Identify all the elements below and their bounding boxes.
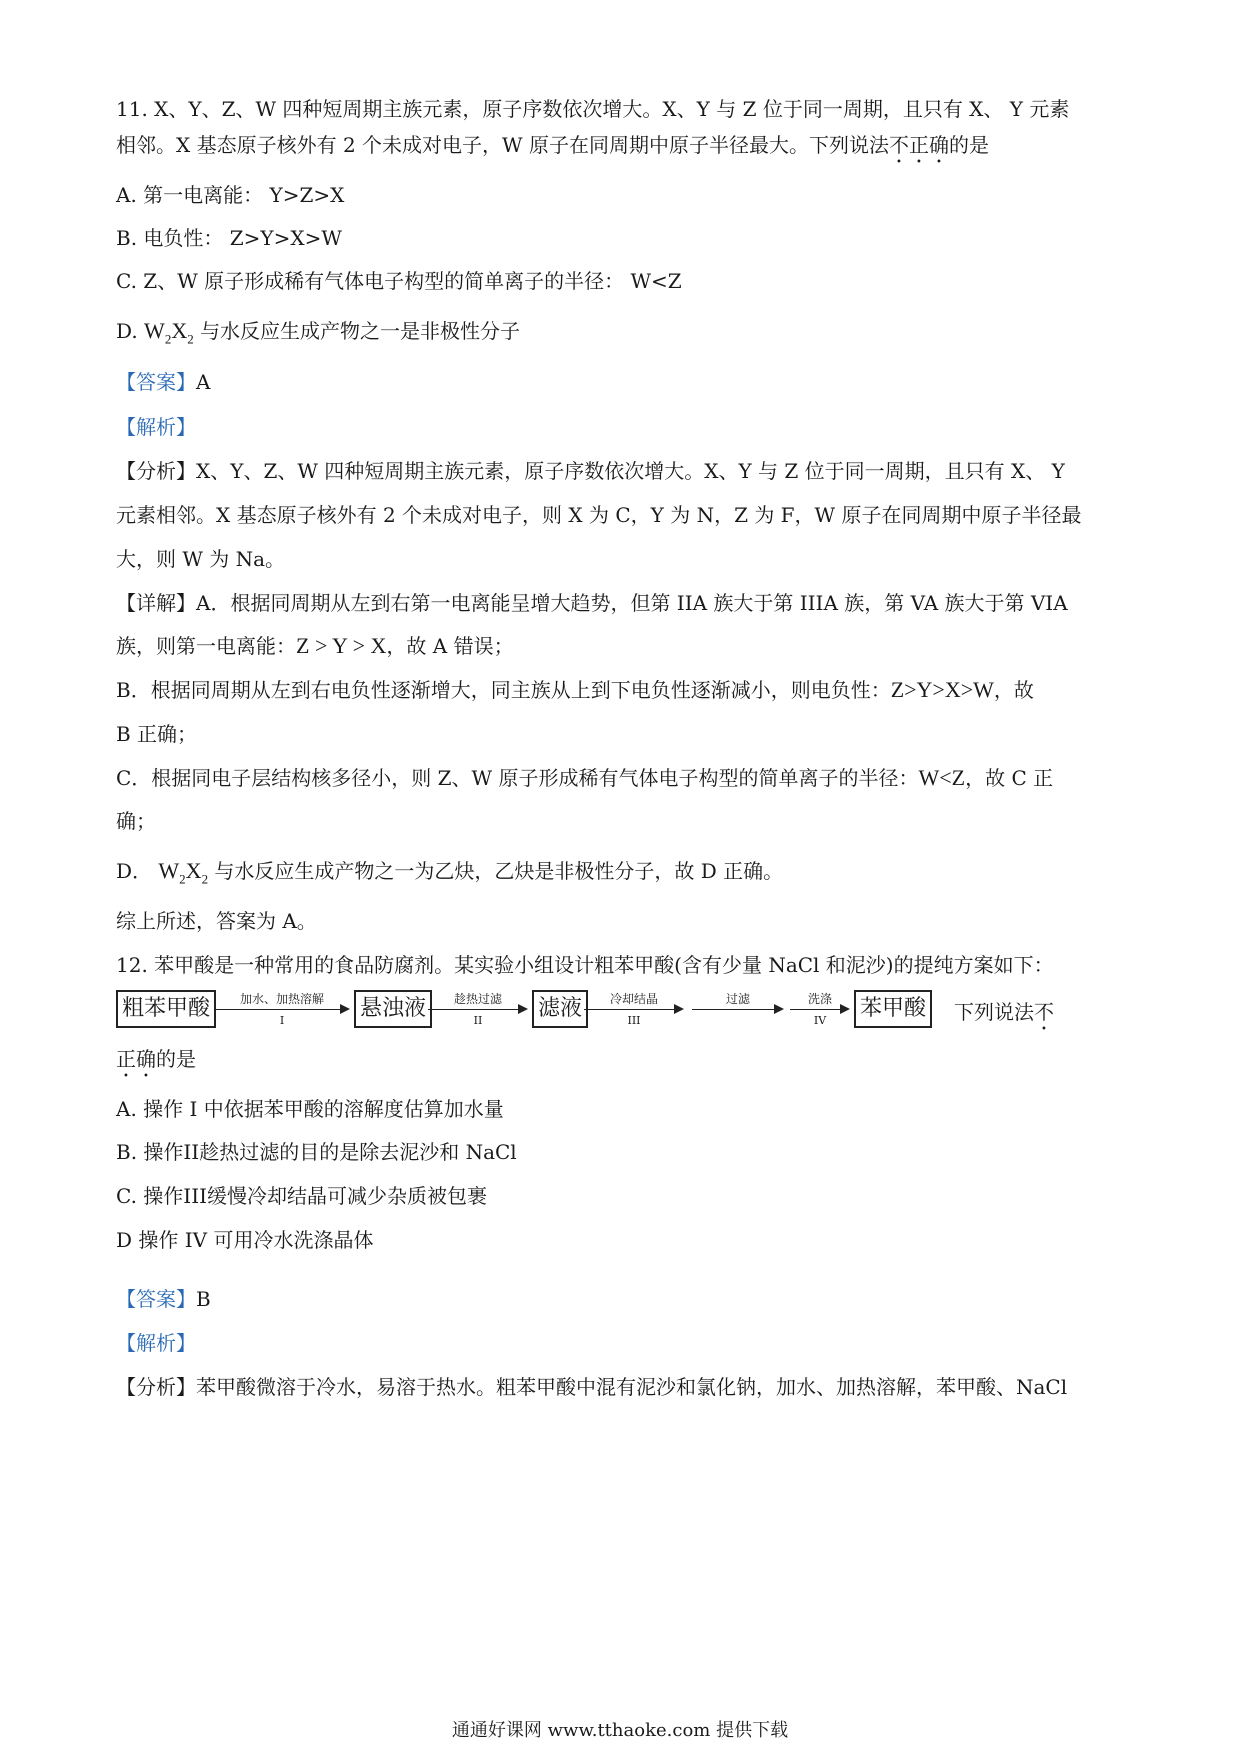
q11-detail-b-line1 xyxy=(116,675,1034,705)
flow-arrow-3-label: 冷却结晶 xyxy=(609,992,658,1006)
q12-option-b: B. 操作II趁热过滤的目的是除去泥沙和 NaCl xyxy=(116,1140,517,1164)
q12-stem-end: 的是 xyxy=(156,1047,196,1071)
flow-arrow-3-step: III xyxy=(627,1014,641,1027)
q11-answer-value: A xyxy=(196,370,211,394)
q11-stem-end: 的是 xyxy=(948,133,989,157)
arrow-shaft xyxy=(428,1009,520,1010)
q11-option-d-label: D. xyxy=(116,319,138,343)
q11-detail-c-math: W<Z xyxy=(918,765,966,790)
arrow-head-icon xyxy=(840,1004,850,1014)
flow-arrow-3 xyxy=(584,990,684,1030)
flow-arrow-5-label: 洗涤 xyxy=(807,992,832,1006)
formula-w2x2-detail xyxy=(158,858,209,887)
arrow-shaft xyxy=(214,1009,342,1010)
flow-arrow-2-label: 趁热过滤 xyxy=(453,992,502,1006)
q11-detail-a-math: Z > Y > X xyxy=(296,633,387,658)
flow-box-filtrate: 滤液 xyxy=(532,990,588,1028)
q11-fenxi-text1: X、Y、Z、W 四种短周期主族元素，原子序数依次增大。X、Y 与 Z 位于同一周期，且只有 X、 Y xyxy=(196,459,1065,483)
q12-emphasis-correct: 正确 xyxy=(116,1047,156,1071)
q12-stem-line1-tail xyxy=(954,996,1054,1035)
arrow-shaft xyxy=(790,1009,842,1010)
q11-option-c: C. Z、W 原子形成稀有气体电子构型的简单离子的半径： W<Z xyxy=(116,269,682,293)
q11-emphasis-not-correct: 不正确 xyxy=(888,133,949,157)
q11-detail-a-post: ，故 A 错误； xyxy=(386,634,514,658)
q11-conclusion: 综上所述，答案为 A。 xyxy=(116,909,317,933)
q11-detail-a-text1: A．根据同周期从左到右第一电离能呈增大趋势，但第 IIA 族大于第 IIIA 族，第 VA 族大于第 VIA xyxy=(196,591,1068,615)
formula-x: X xyxy=(171,318,188,343)
q11-detail-c-pre: C．根据同电子层结构核多径小，则 Z、W 原子形成稀有气体电子构型的简单离子的半径： xyxy=(116,766,919,790)
q12-fenxi-line1 xyxy=(116,1372,1067,1402)
purification-flowchart xyxy=(116,990,1126,1030)
q12-answer xyxy=(116,1284,211,1314)
arrow-shaft xyxy=(584,1009,676,1010)
q11-fenxi-line1 xyxy=(116,456,1065,486)
q11-answer xyxy=(116,367,210,397)
flow-box-crude: 粗苯甲酸 xyxy=(116,990,216,1028)
q11-detail-c-line2: 确； xyxy=(116,809,156,833)
q11-stem-line2 xyxy=(116,130,989,168)
flow-box-suspension: 悬浊液 xyxy=(354,990,432,1028)
arrow-head-icon xyxy=(774,1004,784,1014)
q12-option-c: C. 操作III缓慢冷却结晶可减少杂质被包裹 xyxy=(116,1184,488,1208)
q11-detail-d xyxy=(116,856,783,894)
formula-x-sub: 2 xyxy=(187,331,194,347)
detail-tag: 【详解】 xyxy=(116,591,196,615)
formula-x-sub: 2 xyxy=(201,871,209,887)
q11-detail-b-line2: B 正确； xyxy=(116,722,198,746)
q11-detail-d-label: D． xyxy=(116,859,153,883)
formula-w: W xyxy=(144,318,165,343)
analysis-tag: 【解析】 xyxy=(116,415,196,439)
formula-x: X xyxy=(185,858,202,883)
q12-emphasis-not: 不 xyxy=(1034,1000,1054,1024)
q11-detail-a-line1 xyxy=(116,588,1068,618)
fenxi-tag: 【分析】 xyxy=(116,459,196,483)
fenxi-tag: 【分析】 xyxy=(116,1375,196,1399)
q12-fenxi-text1: 苯甲酸微溶于冷水，易溶于热水。粗苯甲酸中混有泥沙和氯化钠，加水、加热溶解，苯甲酸、NaCl xyxy=(196,1375,1068,1399)
q11-detail-a-line2 xyxy=(116,631,514,661)
arrow-shaft xyxy=(692,1009,776,1010)
arrow-head-icon xyxy=(340,1004,350,1014)
q11-detail-b-math: Z>Y>X>W xyxy=(890,677,994,702)
q11-detail-a-pre: 族，则第一电离能： xyxy=(116,634,296,658)
q11-option-d-text: 与水反应生成产物之一是非极性分子 xyxy=(200,319,521,343)
arrow-head-icon xyxy=(674,1004,684,1014)
q12-option-a: A. 操作 I 中依据苯甲酸的溶解度估算加水量 xyxy=(116,1097,504,1121)
flow-arrow-4-label: 过滤 xyxy=(725,992,750,1006)
q12-option-d: D 操作 IV 可用冷水洗涤晶体 xyxy=(116,1228,374,1252)
q11-detail-c-post: ，故 C 正 xyxy=(965,766,1054,790)
flow-arrow-1-step: I xyxy=(279,1014,285,1027)
q12-stem-line2 xyxy=(116,1044,196,1082)
q12-after-text: 下列说法 xyxy=(954,1000,1034,1024)
flow-arrow-2-step: II xyxy=(473,1014,483,1027)
formula-w-sub: 2 xyxy=(164,331,172,347)
q11-detail-b-post: ，故 xyxy=(993,678,1034,702)
answer-tag: 【答案】 xyxy=(116,370,196,394)
q11-stem-line1: 11. X、Y、Z、W 四种短周期主族元素，原子序数依次增大。X、Y 与 Z 位于同一周期，且只有 X、 Y 元素 xyxy=(116,97,1070,121)
q12-answer-value: B xyxy=(196,1287,211,1311)
flow-arrow-5-step: IV xyxy=(813,1014,827,1027)
formula-w2x2 xyxy=(144,318,194,347)
q11-detail-d-text: 与水反应生成产物之一为乙炔，乙炔是非极性分子，故 D 正确。 xyxy=(214,859,784,883)
q11-analysis-heading xyxy=(116,412,196,442)
q11-fenxi-line3: 大，则 W 为 Na。 xyxy=(116,547,286,571)
q11-option-d xyxy=(116,316,520,354)
q11-stem-text: 相邻。X 基态原子核外有 2 个未成对电子，W 原子在同周期中原子半径最大。下列说法 xyxy=(116,133,889,157)
flow-arrow-2 xyxy=(428,990,528,1030)
flow-arrow-1 xyxy=(214,990,350,1030)
flow-box-benzoic-acid: 苯甲酸 xyxy=(854,990,932,1028)
q11-detail-b-pre: B．根据同周期从左到右电负性逐渐增大，同主族从上到下电负性逐渐减小，则电负性： xyxy=(116,678,891,702)
q11-option-a: A. 第一电离能： Y>Z>X xyxy=(116,183,345,207)
q12-analysis-heading xyxy=(116,1328,196,1358)
q11-detail-c-line1 xyxy=(116,763,1053,793)
q11-fenxi-line2: 元素相邻。X 基态原子核外有 2 个未成对电子，则 X 为 C，Y 为 N，Z 为 F，W 原子在同周期中原子半径最 xyxy=(116,503,1082,527)
formula-w: W xyxy=(158,858,180,883)
q12-stem-line1: 12. 苯甲酸是一种常用的食品防腐剂。某实验小组设计粗苯甲酸(含有少量 NaCl 和泥沙)的提纯方案如下： xyxy=(116,953,1054,977)
flow-arrow-1-label: 加水、加热溶解 xyxy=(239,992,324,1006)
arrow-head-icon xyxy=(518,1004,528,1014)
formula-w-sub: 2 xyxy=(179,871,186,887)
page-footer: 通通好课网 www.tthaoke.com 提供下载 xyxy=(451,1720,789,1741)
flow-arrow-5 xyxy=(790,990,850,1030)
analysis-tag: 【解析】 xyxy=(116,1331,196,1355)
flow-arrow-4 xyxy=(692,990,784,1030)
q11-option-b: B. 电负性： Z>Y>X>W xyxy=(116,226,342,250)
answer-tag: 【答案】 xyxy=(116,1287,196,1311)
